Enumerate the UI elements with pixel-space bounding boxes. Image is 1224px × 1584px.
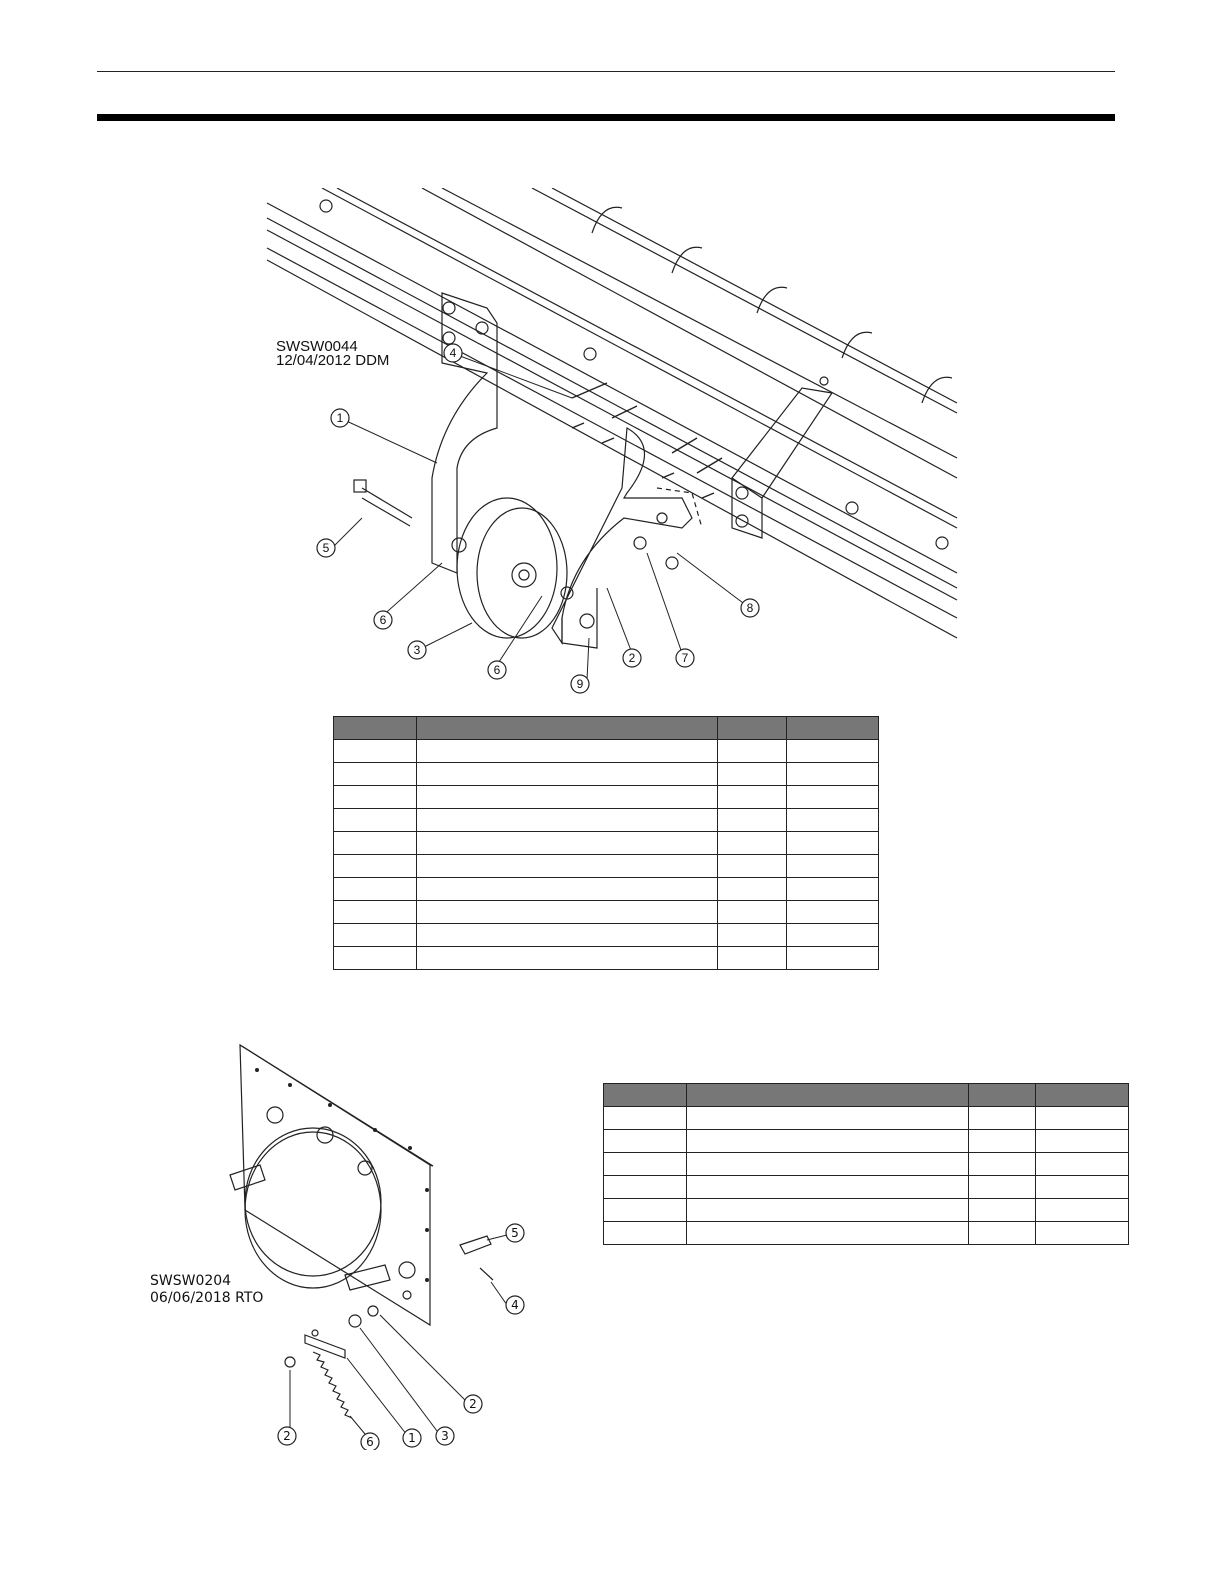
callout-2: 2 — [628, 651, 636, 665]
callout2-6: 6 — [366, 1435, 374, 1449]
drawing2-date: 06/06/2018 RTO — [150, 1290, 264, 1306]
table-row — [334, 878, 879, 901]
callout-3: 3 — [413, 643, 421, 657]
table-row — [334, 832, 879, 855]
header-rule-thick — [97, 114, 1115, 121]
callout-4: 4 — [449, 346, 457, 360]
header-rule-thin — [97, 71, 1115, 72]
table-row — [604, 1199, 1129, 1222]
callout-7: 7 — [681, 651, 689, 665]
table-row — [334, 786, 879, 809]
table-row — [334, 901, 879, 924]
table-row — [334, 740, 879, 763]
drawing2-id: SWSW0204 — [150, 1273, 232, 1289]
table-header-row — [334, 717, 879, 740]
table-row — [604, 1130, 1129, 1153]
table-row — [334, 924, 879, 947]
callout2-1: 1 — [408, 1431, 416, 1445]
callout2-4: 4 — [511, 1298, 519, 1312]
callout-1: 1 — [336, 411, 344, 425]
table-header-row — [604, 1084, 1129, 1107]
table-row — [604, 1107, 1129, 1130]
assembly-drawing-swsw0204 — [225, 1040, 555, 1450]
callout-6a: 6 — [379, 613, 387, 627]
callout-8: 8 — [746, 601, 754, 615]
table-row — [604, 1153, 1129, 1176]
callout-5: 5 — [322, 541, 330, 555]
callout2-5: 5 — [511, 1226, 519, 1240]
table-row — [334, 809, 879, 832]
drawing1-date: 12/04/2012 DDM — [276, 352, 390, 369]
callout2-2b: 2 — [283, 1429, 291, 1443]
parts-table-2 — [603, 1083, 1129, 1245]
callout2-3: 3 — [441, 1429, 449, 1443]
parts-table-1 — [333, 716, 879, 970]
table-row — [604, 1222, 1129, 1245]
table-row — [334, 763, 879, 786]
table-row — [334, 947, 879, 970]
table-row — [334, 855, 879, 878]
callout2-2a: 2 — [469, 1397, 477, 1411]
callout-9: 9 — [576, 677, 584, 691]
assembly-drawing-swsw0044 — [262, 188, 962, 698]
drawing1-id: SWSW0044 — [276, 338, 358, 355]
table-row — [604, 1176, 1129, 1199]
callout-6b: 6 — [493, 663, 501, 677]
